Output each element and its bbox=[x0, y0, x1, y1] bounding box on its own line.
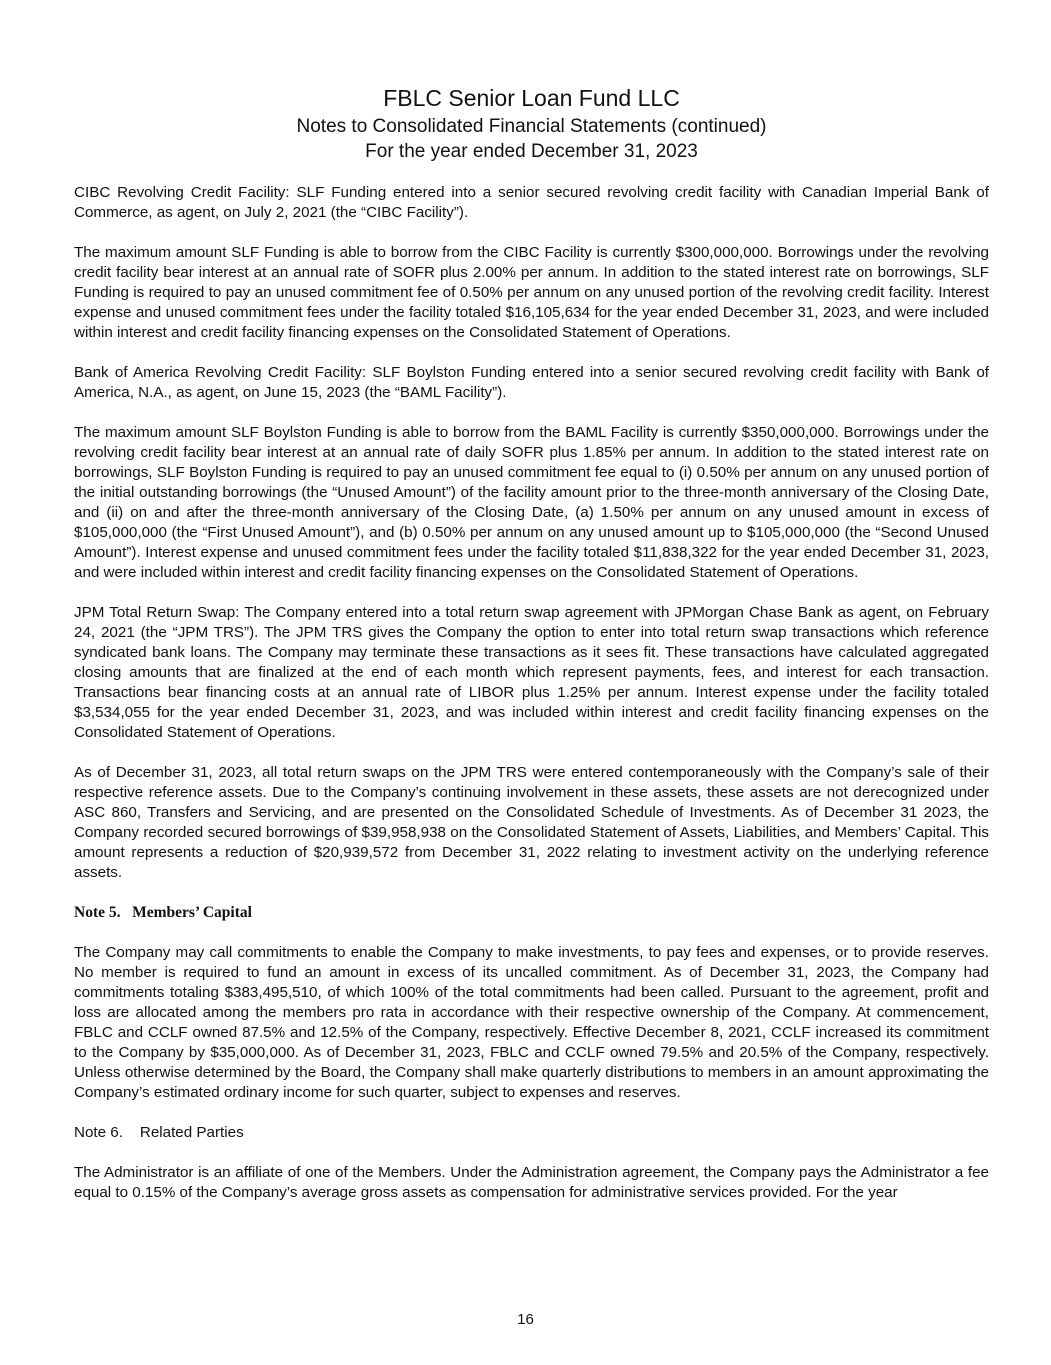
note5-body: The Company may call commitments to enable the Company to make investments, to pay fees and expenses, or to provide reserves. No member is required to fund an amount in excess of its uncalled commitment. As of December 31, 2023, the Company had commitments totaling $383,495,510, of which 100% of the total commitments had been called. Pursuant to the agreement, profit and loss are allocated among the members pro rata in accordance with their respective ownership of the Company. At commencement, FBLC and CCLF owned 87.5% and 12.5% of the Company, respectively. Effective December 8, 2021, CCLF increased its commitment to the Company by $35,000,000. As of December 31, 2023, FBLC and CCLF owned 79.5% and 20.5% of the Company, respectively. Unless otherwise determined by the Board, the Company shall make quarterly distributions to members in an amount approximating the Company’s estimated ordinary income for such quarter, subject to expenses and reserves. bbox=[74, 944, 989, 1101]
note6-body: The Administrator is an affiliate of one of the Members. Under the Administration agreement, the Company pays the Administrator a fee equal to 0.15% of the Company’s average gross assets as compensation for administrative services provided. For the year bbox=[74, 1164, 989, 1201]
note5-heading: Note 5. Members’ Capital bbox=[74, 904, 252, 921]
cibc-lead: CIBC Revolving Credit Facility: bbox=[74, 184, 290, 201]
jpm-lead: JPM Total Return Swap: bbox=[74, 604, 240, 621]
jpm-intro-paragraph bbox=[74, 603, 989, 743]
baml-intro-text: SLF Boylston Funding entered into a senior secured revolving credit facility with Bank of America, N.A., as agent, on June 15, 2023 (the “BAML Facility”). bbox=[74, 364, 989, 401]
baml-lead: Bank of America Revolving Credit Facility: bbox=[74, 364, 367, 381]
cibc-detail-paragraph: The maximum amount SLF Funding is able to borrow from the CIBC Facility is currently $300,000,000. Borrowings under the revolving credit facility bear interest at an annual rate of SOFR plus 2.00% per annum. In addition to the stated interest rate on borrowings, SLF Funding is required to pay an unused commitment fee of 0.50% per annum on any unused portion of the revolving credit facility. Interest expense and unused commitment fees under the facility totaled $16,105,634 for the year ended December 31, 2023, and were included within interest and credit facility financing expenses on the Consolidated Statement of Operations. bbox=[74, 244, 989, 341]
cibc-intro-text: SLF Funding entered into a senior secured revolving credit facility with Canadian Imperial Bank of Commerce, as agent, on July 2, 2021 (the “CIBC Facility”). bbox=[74, 184, 989, 221]
notes-subtitle: Notes to Consolidated Financial Statements (continued) bbox=[296, 116, 767, 137]
note6-heading: Note 6. Related Parties bbox=[74, 1124, 244, 1141]
document-page bbox=[74, 0, 989, 1203]
baml-detail-paragraph: The maximum amount SLF Boylston Funding is able to borrow from the BAML Facility is currently $350,000,000. Borrowings under the revolving credit facility bear interest at an annual rate of daily SOFR plus 1.85% per annum. In addition to the stated interest rate on borrowings, SLF Boylston Funding is required to pay an unused commitment fee equal to (i) 0.50% per annum on any unused portion of the initial outstanding borrowings (the “Unused Amount”) of the facility amount prior to the three-month anniversary of the Closing Date, and (ii) on and after the three-month anniversary of the Closing Date, (a) 1.50% per annum on any unused amount in excess of $105,000,000 (the “First Unused Amount”), and (b) 0.50% per annum on any unused amount up to $105,000,000 (the “Second Unused Amount”). Interest expense and unused commitment fees under the facility totaled $11,838,322 for the year ended December 31, 2023, and were included within interest and credit facility financing expenses on the Consolidated Statement of Operations. bbox=[74, 424, 989, 581]
jpm-detail-paragraph: As of December 31, 2023, all total return swaps on the JPM TRS were entered contemporaneously with the Company’s sale of their respective reference assets. Due to the Company’s continuing involvement in these assets, these assets are not derecognized under ASC 860, Transfers and Servicing, and are presented on the Consolidated Schedule of Investments. As of December 31 2023, the Company recorded secured borrowings of $39,958,938 on the Consolidated Statement of Assets, Liabilities, and Members’ Capital. This amount represents a reduction of $20,939,572 from December 31, 2022 relating to investment activity on the underlying reference assets. bbox=[74, 764, 989, 881]
document-header bbox=[74, 84, 989, 164]
baml-intro-paragraph bbox=[74, 363, 989, 403]
jpm-intro-text: The Company entered into a total return swap agreement with JPMorgan Chase Bank as agent, on February 24, 2021 (the “JPM TRS”). The JPM TRS gives the Company the option to enter into total return swap transactions which reference syndicated bank loans. The Company may terminate these transactions as it sees fit. These transactions have calculated aggregated closing amounts that are finalized at the end of each month which represent payments, fees, and interest for each transaction. Transactions bear financing costs at an annual rate of LIBOR plus 1.25% per annum. Interest expense under the facility totaled $3,534,055 for the year ended December 31, 2023, and was included within interest and credit facility financing expenses on the Consolidated Statement of Operations. bbox=[74, 604, 989, 741]
period-line: For the year ended December 31, 2023 bbox=[365, 141, 698, 162]
cibc-intro-paragraph bbox=[74, 183, 989, 223]
fund-title: FBLC Senior Loan Fund LLC bbox=[383, 85, 680, 111]
page-number: 16 bbox=[517, 1311, 534, 1328]
